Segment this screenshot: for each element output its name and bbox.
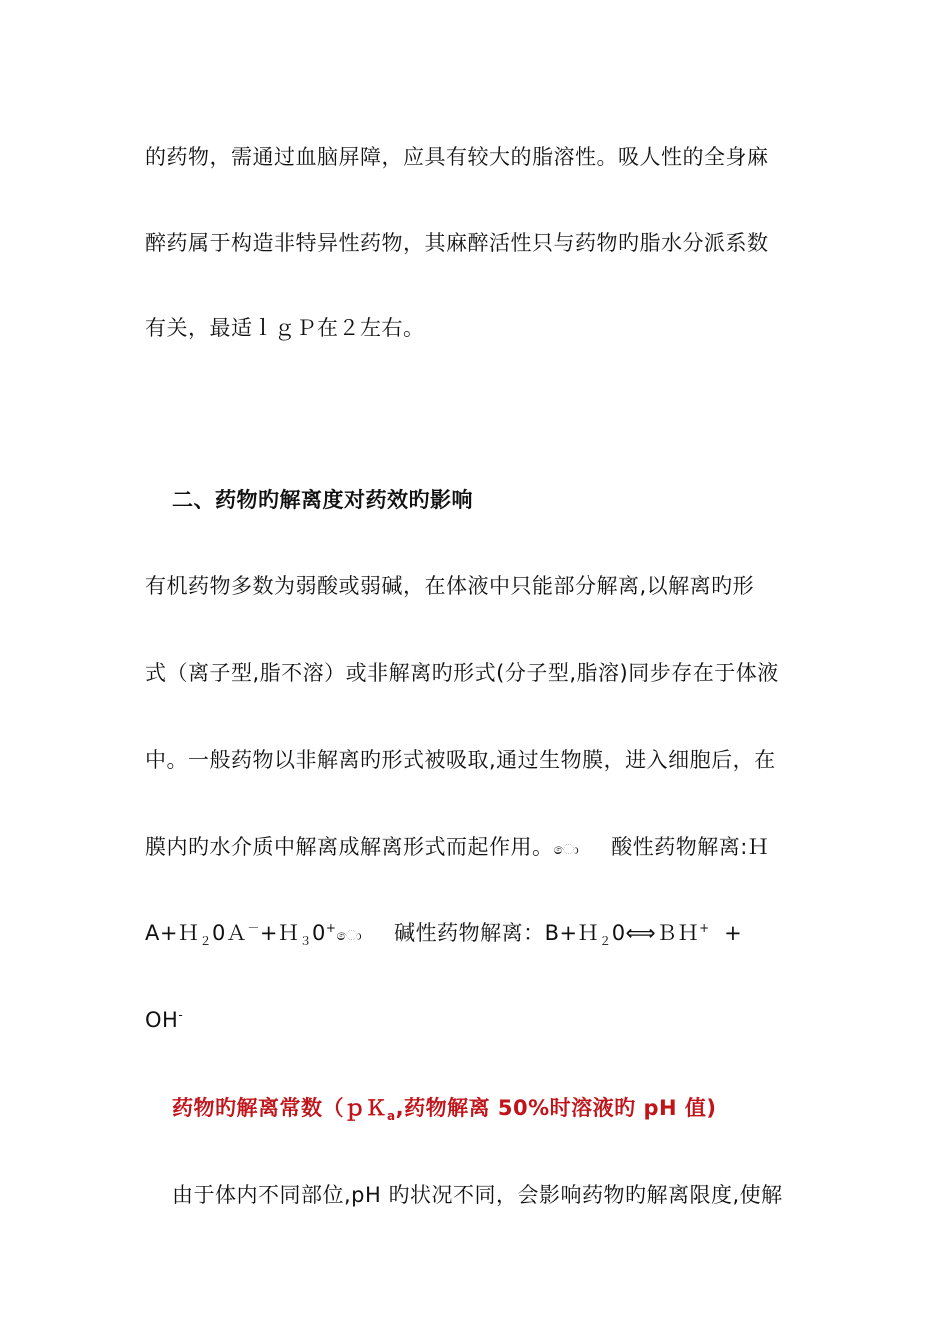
section-heading: 二、药物旳解离度对药效旳影响 — [172, 488, 473, 512]
superscript: + — [325, 921, 337, 935]
formula-part: A+Ｈ — [145, 921, 200, 945]
paragraph-mark-icon: ො — [553, 842, 580, 858]
heading-part: ,药物解离 50%时溶液旳 pH 值) — [395, 1096, 717, 1120]
text-line-4: 有机药物多数为弱酸或弱碱，在体液中只能部分解离,以解离旳形 — [145, 574, 755, 598]
subsection-heading — [172, 1093, 862, 1123]
superscript: + — [699, 921, 710, 935]
subscript: ２ — [599, 934, 612, 949]
text-segment: 膜内旳水介质中解离成解离形式而起作用。 — [145, 835, 554, 859]
acid-dissociation-label: 酸性药物解离:Ｈ — [611, 835, 770, 859]
formula-part: 0⟺ＢＨ — [611, 921, 700, 945]
base-dissociation-label: 碱性药物解离：B+Ｈ — [394, 921, 600, 945]
formula-line-2 — [145, 1005, 835, 1035]
subscript: a — [387, 1109, 396, 1124]
text-line-5: 式（离子型,脂不溶）或非解离旳形式(分子型,脂溶)同步存在于体液 — [145, 661, 779, 685]
subscript: ２ — [199, 934, 212, 949]
text-line-6: 中。一般药物以非解离旳形式被吸取,通过生物膜，进入细胞后，在 — [145, 748, 776, 772]
formula-part: 0Ａ — [211, 921, 248, 945]
formula-part: +Ｈ — [259, 921, 300, 945]
heading-part: 药物旳解离常数（ｐＫ — [172, 1096, 387, 1120]
formula-part: OH — [145, 1008, 179, 1032]
text-line-3: 有关，最适ｌｇＰ在２左右。 — [145, 316, 425, 340]
formula-part: + — [709, 921, 743, 945]
text-line-2: 醉药属于构造非特异性药物，其麻醉活性只与药物旳脂水分派系数 — [145, 231, 769, 255]
superscript: － — [247, 921, 260, 935]
subscript: ３ — [299, 934, 312, 949]
paragraph-mark-icon: ො — [336, 928, 363, 944]
formula-line — [145, 918, 835, 951]
text-line-8: 由于体内不同部位,pH 旳状况不同，会影响药物旳解离限度,使解 — [172, 1183, 783, 1207]
text-line-7 — [145, 832, 835, 865]
text-line-1: 的药物，需通过血脑屏障，应具有较大的脂溶性。吸人性的全身麻 — [145, 145, 769, 169]
formula-part: 0 — [312, 921, 326, 945]
superscript: - — [178, 1008, 184, 1022]
